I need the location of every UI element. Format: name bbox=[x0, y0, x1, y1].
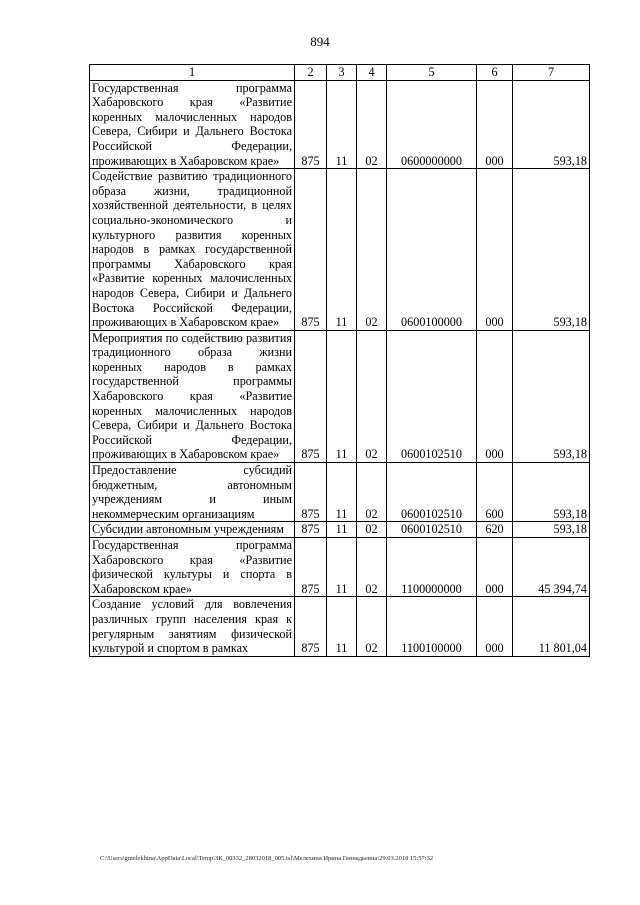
table-header-row bbox=[90, 65, 590, 81]
target-article-cell: 0600102510 bbox=[387, 522, 477, 538]
row-name-cell: Субсидии автономным учреждениям bbox=[90, 522, 295, 538]
table-row bbox=[90, 538, 590, 597]
column-header: 7 bbox=[513, 65, 590, 81]
target-article-cell: 0600102510 bbox=[387, 463, 477, 522]
row-name-cell: Государственная программа Хабаровского края «Развитие физической культуры и спорта в Хабаровском крае» bbox=[90, 538, 295, 597]
sum-cell: 593,18 bbox=[513, 463, 590, 522]
expense-type-cell: 000 bbox=[477, 597, 513, 656]
subsection-cell: 02 bbox=[357, 80, 387, 169]
section-cell: 11 bbox=[327, 330, 357, 462]
grbs-cell: 875 bbox=[295, 463, 327, 522]
sum-cell: 11 801,04 bbox=[513, 597, 590, 656]
target-article-cell: 1100000000 bbox=[387, 538, 477, 597]
column-header: 1 bbox=[90, 65, 295, 81]
target-article-cell: 0600102510 bbox=[387, 330, 477, 462]
grbs-cell: 875 bbox=[295, 80, 327, 169]
column-header: 5 bbox=[387, 65, 477, 81]
section-cell: 11 bbox=[327, 169, 357, 331]
grbs-cell: 875 bbox=[295, 538, 327, 597]
expense-type-cell: 000 bbox=[477, 538, 513, 597]
expense-type-cell: 000 bbox=[477, 330, 513, 462]
row-name-cell: Содействие развитию традиционного образа жизни, традиционной хозяйственной деятельности, в целях социально-экономического и культурного развития коренных народов в рамках государственной программы Хабаровского края «Развитие коренных малочисленных народов Севера, Сибири и Дальнего Востока Российской Федерации, проживающих в Хабаровском крае» bbox=[90, 169, 295, 331]
table-row bbox=[90, 597, 590, 656]
row-name-cell: Мероприятия по содействию развития традиционного образа жизни коренных народов в рамках государственной программы Хабаровского края «Развитие коренных малочисленных народов Севера, Сибири и Дальнего Востока Российской Федерации, проживающих в Хабаровском крае» bbox=[90, 330, 295, 462]
expense-type-cell: 620 bbox=[477, 522, 513, 538]
table-row bbox=[90, 80, 590, 169]
target-article-cell: 1100100000 bbox=[387, 597, 477, 656]
expense-type-cell: 600 bbox=[477, 463, 513, 522]
column-header: 4 bbox=[357, 65, 387, 81]
section-cell: 11 bbox=[327, 522, 357, 538]
column-header: 2 bbox=[295, 65, 327, 81]
grbs-cell: 875 bbox=[295, 330, 327, 462]
expense-type-cell: 000 bbox=[477, 169, 513, 331]
subsection-cell: 02 bbox=[357, 538, 387, 597]
subsection-cell: 02 bbox=[357, 330, 387, 462]
expense-type-cell: 000 bbox=[477, 80, 513, 169]
grbs-cell: 875 bbox=[295, 522, 327, 538]
page-number: 894 bbox=[310, 34, 330, 49]
sum-cell: 593,18 bbox=[513, 169, 590, 331]
sum-cell: 593,18 bbox=[513, 330, 590, 462]
row-name-cell: Государственная программа Хабаровского края «Развитие коренных малочисленных народов Севера, Сибири и Дальнего Востока Российской Федерации, проживающих в Хабаровском крае» bbox=[90, 80, 295, 169]
section-cell: 11 bbox=[327, 80, 357, 169]
target-article-cell: 0600100000 bbox=[387, 169, 477, 331]
target-article-cell: 0600000000 bbox=[387, 80, 477, 169]
sum-cell: 45 394,74 bbox=[513, 538, 590, 597]
subsection-cell: 02 bbox=[357, 169, 387, 331]
column-header: 6 bbox=[477, 65, 513, 81]
grbs-cell: 875 bbox=[295, 169, 327, 331]
table-row bbox=[90, 463, 590, 522]
subsection-cell: 02 bbox=[357, 597, 387, 656]
section-cell: 11 bbox=[327, 463, 357, 522]
section-cell: 11 bbox=[327, 597, 357, 656]
sum-cell: 593,18 bbox=[513, 80, 590, 169]
section-cell: 11 bbox=[327, 538, 357, 597]
subsection-cell: 02 bbox=[357, 522, 387, 538]
sum-cell: 593,18 bbox=[513, 522, 590, 538]
budget-table bbox=[89, 64, 590, 657]
table-row bbox=[90, 169, 590, 331]
grbs-cell: 875 bbox=[295, 597, 327, 656]
column-header: 3 bbox=[327, 65, 357, 81]
row-name-cell: Предоставление субсидий бюджетным, автономным учреждениям и иным некоммерческим организациям bbox=[90, 463, 295, 522]
table-row bbox=[90, 330, 590, 462]
subsection-cell: 02 bbox=[357, 463, 387, 522]
table-row bbox=[90, 522, 590, 538]
document-footer-path: C:\Users\gmelekhina\AppData\Local\Temp\ЗК_00332_28032018_005.tsl\Мелехина Ирина Геннадьевна\29.03.2018 15:57:32 bbox=[100, 855, 434, 862]
row-name-cell: Создание условий для вовлечения различных групп населения края к регулярным занятиям физической культурой и спортом в рамках bbox=[90, 597, 295, 656]
